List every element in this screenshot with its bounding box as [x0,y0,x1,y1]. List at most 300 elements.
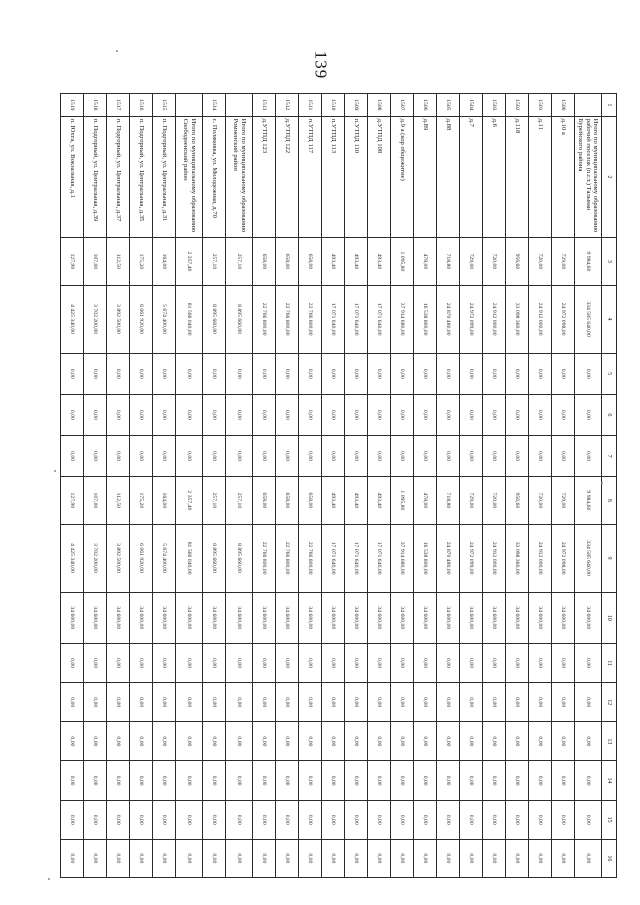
value-cell: 34 600,00 [253,592,276,644]
value-cell: 6 061 920,00 [130,524,153,592]
row-index-cell: 1514 [203,94,226,117]
subtotal-row [575,94,602,878]
value-cell: 0,00 [529,435,552,476]
value-cell: 0,00 [276,800,299,839]
value-cell: 0,00 [299,761,322,800]
value-cell: 478,00 [414,238,437,285]
value-cell: 0,00 [322,394,345,435]
value-cell: 0,00 [552,839,575,877]
value-cell: 0,00 [460,394,483,435]
value-cell: 34 600,00 [130,592,153,644]
value-cell: 720,00 [529,238,552,285]
value-cell: 37 914 680,00 [391,285,414,353]
value-cell: 0,00 [276,394,299,435]
value-cell: 0,00 [176,722,203,761]
value-cell: 0,00 [483,435,506,476]
row-index-cell: 1503 [483,94,506,117]
scan-speck [48,878,50,880]
address-cell: д.89 [414,116,437,238]
value-cell: 34 600,00 [391,592,414,644]
value-cell: 0,00 [552,800,575,839]
value-cell: 0,00 [107,800,130,839]
table-row [506,94,529,878]
value-cell: 1 095,80 [391,477,414,524]
value-cell: 0,00 [529,683,552,722]
column-number-10: 10 [602,592,617,644]
value-cell: 0,00 [130,394,153,435]
value-cell: 0,00 [391,800,414,839]
value-cell: 0,00 [107,761,130,800]
column-number-2: 2 [602,116,617,238]
rotated-table-container [68,93,617,878]
row-index-cell: 1519 [61,94,84,117]
value-cell: 0,00 [322,683,345,722]
value-cell: 0,00 [575,839,602,877]
value-cell: 24 912 000,00 [483,285,506,353]
value-cell: 3 892 500,00 [107,285,130,353]
value-cell: 0,00 [226,394,253,435]
value-cell: 720,00 [483,477,506,524]
value-cell: 33 098 360,00 [506,524,529,592]
table-row [437,94,460,878]
value-cell: 0,00 [203,644,226,683]
value-cell: 0,00 [552,722,575,761]
value-cell: 0,00 [276,839,299,877]
column-number-4: 4 [602,285,617,353]
value-cell: 34 600,00 [437,592,460,644]
value-cell: 0,00 [130,800,153,839]
address-cell: д.9 а (кор общежитие) [391,116,414,238]
value-cell: 34 600,00 [460,592,483,644]
value-cell: 0,00 [552,435,575,476]
value-cell: 0,00 [176,644,203,683]
value-cell: 0,00 [437,722,460,761]
value-cell: 0,00 [483,353,506,394]
address-cell: Итого по муниципальному образованию Свободненский район [176,116,203,238]
scan-speck [54,470,56,472]
value-cell: 6 061 920,00 [130,285,153,353]
value-cell: 34 600,00 [575,592,602,644]
value-cell: 3 702 200,00 [84,285,107,353]
row-index-cell: 1509 [345,94,368,117]
row-index-cell: 1516 [130,94,153,117]
value-cell: 0,00 [130,761,153,800]
value-cell: 0,00 [84,394,107,435]
value-cell: 0,00 [322,800,345,839]
value-cell: 0,00 [575,394,602,435]
value-cell: 0,00 [61,761,84,800]
value-cell: 658,00 [253,477,276,524]
value-cell: 127,90 [61,238,84,285]
value-cell: 0,00 [414,761,437,800]
value-cell: 17 071 640,00 [368,524,391,592]
value-cell: 2 357,40 [176,238,203,285]
value-cell: 0,00 [529,761,552,800]
value-cell: 0,00 [414,683,437,722]
value-cell: 0,00 [299,435,322,476]
value-cell: 0,00 [391,435,414,476]
value-cell: 8 895 660,00 [226,285,253,353]
value-cell: 0,00 [253,394,276,435]
value-cell: 17 071 640,00 [368,285,391,353]
value-cell: 0,00 [176,761,203,800]
value-cell: 0,00 [61,839,84,877]
value-cell: 0,00 [322,644,345,683]
value-cell: 0,00 [253,800,276,839]
value-cell: 0,00 [322,353,345,394]
value-cell: 0,00 [506,683,529,722]
value-cell: 0,00 [575,761,602,800]
value-cell: 0,00 [84,353,107,394]
value-cell: 33 098 360,00 [506,285,529,353]
value-cell: 0,00 [226,839,253,877]
value-cell: 17 071 640,00 [322,524,345,592]
value-cell: 0,00 [322,761,345,800]
value-cell: 175,20 [130,238,153,285]
value-cell: 0,00 [203,839,226,877]
value-cell: 257,10 [226,238,253,285]
column-number-14: 14 [602,761,617,800]
value-cell: 0,00 [153,800,176,839]
column-number-11: 11 [602,644,617,683]
value-cell: 37 914 680,00 [391,524,414,592]
row-index-cell: 1513 [253,94,276,117]
value-cell: 493,40 [322,477,345,524]
value-cell: 107,00 [84,238,107,285]
value-cell: 0,00 [84,683,107,722]
row-index-cell: 1507 [391,94,414,117]
table-row [322,94,345,878]
value-cell: 34 600,00 [483,592,506,644]
value-cell: 0,00 [130,683,153,722]
value-cell: 8 895 660,00 [226,524,253,592]
value-cell: 0,00 [276,644,299,683]
value-cell: 658,00 [253,238,276,285]
column-number-3: 3 [602,238,617,285]
value-cell: 81 566 040,00 [176,524,203,592]
value-cell: 34 600,00 [226,592,253,644]
value-cell: 0,00 [176,435,203,476]
value-cell: 16 538 800,00 [414,285,437,353]
value-cell: 24 912 000,00 [483,524,506,592]
value-cell: 729,00 [460,477,483,524]
value-cell: 0,00 [575,722,602,761]
value-cell: 127,90 [61,477,84,524]
row-index-cell: 1515 [153,94,176,117]
value-cell: 658,00 [276,477,299,524]
value-cell: 0,00 [253,839,276,877]
value-cell: 0,00 [203,800,226,839]
value-cell: 3 892 500,00 [107,524,130,592]
value-cell: 257,10 [226,477,253,524]
row-index-cell [226,94,253,117]
value-cell: 0,00 [203,761,226,800]
value-cell: 34 600,00 [299,592,322,644]
value-cell: 34 600,00 [84,592,107,644]
value-cell: 34 600,00 [203,592,226,644]
value-cell: 0,00 [391,353,414,394]
value-cell: 24 912 000,00 [529,524,552,592]
value-cell: 0,00 [437,800,460,839]
value-cell: 24 870 480,00 [437,285,460,353]
value-cell: 0,00 [253,435,276,476]
value-cell: 0,00 [368,839,391,877]
value-cell: 0,00 [391,683,414,722]
value-cell: 0,00 [460,839,483,877]
address-cell: д.УТПД 123 [253,116,276,238]
address-cell: п. Подгорный, ул. Центральная, д.39 [84,116,107,238]
value-cell: 0,00 [391,644,414,683]
value-cell: 0,00 [276,722,299,761]
column-number-12: 12 [602,683,617,722]
table-body [61,94,602,878]
value-cell: 0,00 [506,761,529,800]
address-cell: д.10 а [552,116,575,238]
value-cell: 0,00 [345,394,368,435]
value-cell: 17 071 640,00 [345,524,368,592]
value-cell: 718,80 [437,477,460,524]
value-cell: 0,00 [368,353,391,394]
value-cell: 5 674 400,00 [153,524,176,592]
value-cell: 0,00 [506,394,529,435]
row-index-cell: 1502 [506,94,529,117]
table-row [460,94,483,878]
value-cell: 3 702 200,00 [84,524,107,592]
value-cell: 34 600,00 [552,592,575,644]
table-row [414,94,437,878]
value-cell: 34 600,00 [107,592,130,644]
table-row [529,94,552,878]
value-cell: 0,00 [345,722,368,761]
row-index-cell: 1500 [552,94,575,117]
value-cell: 0,00 [391,839,414,877]
address-cell: с. Поляковка, ул. Молодежная, д.70 [203,116,226,238]
value-cell: 0,00 [345,800,368,839]
value-cell: 729,00 [552,477,575,524]
value-cell: 0,00 [414,644,437,683]
value-cell: 24 870 480,00 [437,524,460,592]
value-cell: 0,00 [203,435,226,476]
value-cell: 0,00 [299,644,322,683]
value-cell: 0,00 [575,353,602,394]
value-cell: 0,00 [460,644,483,683]
value-cell: 493,40 [368,477,391,524]
value-cell: 0,00 [84,722,107,761]
row-index-cell: 1517 [107,94,130,117]
table-row [153,94,176,878]
value-cell: 0,00 [276,761,299,800]
address-cell: п. Подгорный, ул. Центральная, д.31 [153,116,176,238]
value-cell: 0,00 [176,839,203,877]
value-cell: 334 585 640,00 [575,524,602,592]
value-cell: 22 766 800,00 [299,524,322,592]
value-cell: 720,00 [529,477,552,524]
address-cell: д.6 [483,116,506,238]
address-cell: п. Юхта, ул. Вокзальная, д.1 [61,116,84,238]
value-cell: 0,00 [61,722,84,761]
value-cell: 0,00 [130,435,153,476]
address-cell: д.11 [529,116,552,238]
value-cell: 0,00 [345,839,368,877]
value-cell: 493,40 [345,477,368,524]
table-row [368,94,391,878]
value-cell: 0,00 [437,683,460,722]
value-cell: 0,00 [483,722,506,761]
address-cell: п.УТПД 110 [345,116,368,238]
row-index-cell: 1505 [437,94,460,117]
value-cell: 22 766 800,00 [276,524,299,592]
value-cell: 0,00 [414,435,437,476]
value-cell: 34 600,00 [322,592,345,644]
value-cell: 0,00 [130,353,153,394]
value-cell: 0,00 [226,800,253,839]
value-cell: 0,00 [575,435,602,476]
value-cell: 0,00 [107,644,130,683]
value-cell: 0,00 [322,435,345,476]
value-cell: 0,00 [460,722,483,761]
value-cell: 0,00 [176,353,203,394]
value-cell: 257,10 [203,477,226,524]
scan-speck [601,482,603,484]
value-cell: 0,00 [575,644,602,683]
value-cell: 34 600,00 [506,592,529,644]
value-cell: 0,00 [552,394,575,435]
subtotal-row [176,94,203,878]
value-cell: 729,00 [552,238,575,285]
value-cell: 0,00 [253,722,276,761]
value-cell: 34 600,00 [176,592,203,644]
value-cell: 0,00 [483,394,506,435]
value-cell: 0,00 [299,722,322,761]
value-cell: 0,00 [368,761,391,800]
value-cell: 0,00 [391,761,414,800]
value-cell: 24 972 099,00 [460,524,483,592]
value-cell: 0,00 [61,800,84,839]
value-cell: 0,00 [506,353,529,394]
value-cell: 0,00 [345,761,368,800]
value-cell: 718,80 [437,238,460,285]
value-cell: 720,00 [483,238,506,285]
value-cell: 2 357,40 [176,477,203,524]
value-cell: 0,00 [460,761,483,800]
row-index-cell [575,94,602,117]
value-cell: 0,00 [153,435,176,476]
value-cell: 0,00 [226,353,253,394]
value-cell: 0,00 [107,435,130,476]
value-cell: 0,00 [368,435,391,476]
scan-speck [116,50,118,52]
page-number [305,38,335,92]
value-cell: 0,00 [529,644,552,683]
value-cell: 0,00 [84,800,107,839]
value-cell: 0,00 [437,761,460,800]
value-cell: 0,00 [203,683,226,722]
value-cell: 0,00 [368,722,391,761]
address-cell: д.УТПД 122 [276,116,299,238]
value-cell: 0,00 [130,722,153,761]
value-cell: 0,00 [506,722,529,761]
address-cell: д.7 [460,116,483,238]
value-cell: 0,00 [253,683,276,722]
value-cell: 16 538 800,00 [414,524,437,592]
table-row [345,94,368,878]
value-cell: 0,00 [483,644,506,683]
value-cell: 0,00 [552,353,575,394]
value-cell: 17 071 640,00 [322,285,345,353]
value-cell: 107,00 [84,477,107,524]
value-cell: 0,00 [299,683,322,722]
value-cell: 0,00 [575,800,602,839]
value-cell: 729,00 [460,238,483,285]
value-cell: 0,00 [368,644,391,683]
row-index-cell: 1512 [276,94,299,117]
value-cell: 0,00 [153,683,176,722]
value-cell: 0,00 [153,722,176,761]
value-cell: 478,00 [414,477,437,524]
page-number-text: 139 [311,50,330,80]
column-number-16: 16 [602,839,617,877]
table-row [483,94,506,878]
column-number-9: 9 [602,524,617,592]
value-cell: 81 566 040,00 [176,285,203,353]
value-cell: 0,00 [483,683,506,722]
value-cell: 0,00 [153,761,176,800]
table-row [391,94,414,878]
table-frame [68,93,617,878]
value-cell: 175,20 [130,477,153,524]
value-cell: 0,00 [203,353,226,394]
value-cell: 34 600,00 [368,592,391,644]
value-cell: 0,00 [391,394,414,435]
row-index-cell: 1508 [368,94,391,117]
value-cell: 0,00 [414,722,437,761]
value-cell: 22 766 800,00 [253,524,276,592]
value-cell: 0,00 [226,761,253,800]
address-cell: Итого по муниципальному образованию Ромненский район [226,116,253,238]
value-cell: 1 095,80 [391,238,414,285]
value-cell: 0,00 [176,800,203,839]
value-cell: 0,00 [299,839,322,877]
value-cell: 0,00 [61,644,84,683]
column-number-7: 7 [602,435,617,476]
value-cell: 0,00 [226,435,253,476]
value-cell: 0,00 [322,839,345,877]
value-cell: 34 600,00 [414,592,437,644]
value-cell: 4 425 340,00 [61,285,84,353]
value-cell: 0,00 [506,644,529,683]
value-cell: 24 972 099,00 [460,285,483,353]
value-cell: 956,60 [506,238,529,285]
value-cell: 0,00 [276,353,299,394]
value-cell: 22 766 800,00 [253,285,276,353]
value-cell: 0,00 [153,394,176,435]
value-cell: 0,00 [226,644,253,683]
table-row [130,94,153,878]
value-cell: 112,50 [107,238,130,285]
value-cell: 0,00 [276,683,299,722]
value-cell: 0,00 [107,839,130,877]
value-cell: 493,40 [368,238,391,285]
value-cell: 0,00 [414,353,437,394]
value-cell: 24 972 098,00 [552,285,575,353]
value-cell: 0,00 [61,394,84,435]
data-table [60,93,617,878]
value-cell: 34 600,00 [345,592,368,644]
row-index-cell: 1504 [460,94,483,117]
value-cell: 0,00 [506,839,529,877]
address-cell: п. Подгорный, ул. Центральная, д.35 [130,116,153,238]
value-cell: 0,00 [575,683,602,722]
